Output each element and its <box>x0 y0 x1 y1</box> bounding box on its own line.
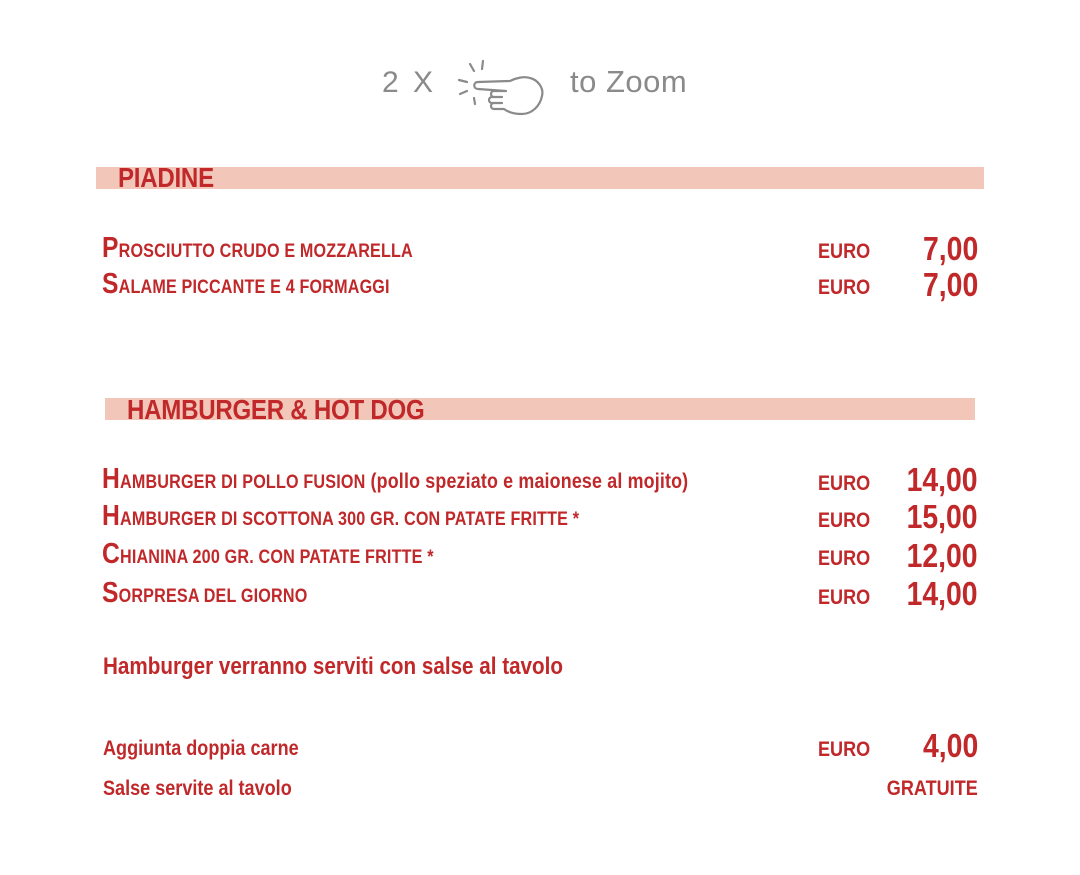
currency-label: EURO <box>818 547 871 570</box>
extra-item-price: 4,00 <box>922 727 978 764</box>
menu-item-name: PROSCIUTTO CRUDO E MOZZARELLA <box>102 232 413 264</box>
tap-hand-icon <box>456 58 548 118</box>
currency-label: EURO <box>818 586 871 609</box>
menu-item-price: 7,00 <box>922 266 978 303</box>
section-footnote: Hamburger verranno serviti con salse al tavolo <box>103 653 563 680</box>
currency-label: EURO <box>818 738 871 761</box>
extra-item-price: GRATUITE <box>887 777 978 800</box>
menu-item-price: 14,00 <box>906 575 978 612</box>
menu-item-price: 15,00 <box>906 498 978 535</box>
extra-item-name: Salse servite al tavolo <box>103 777 292 800</box>
currency-label: EURO <box>818 472 871 495</box>
currency-label: EURO <box>818 240 871 263</box>
zoom-hint-prefix: 2 X <box>382 66 437 99</box>
section-title: HAMBURGER & HOT DOG <box>127 394 425 425</box>
menu-item-name: SORPRESA DEL GIORNO <box>102 577 308 609</box>
extra-item-name: Aggiunta doppia carne <box>103 737 299 760</box>
section-header-band <box>96 167 984 189</box>
menu-item-price: 12,00 <box>906 537 978 574</box>
menu-item-price: 7,00 <box>922 230 978 267</box>
menu-item-name: CHIANINA 200 GR. CON PATATE FRITTE * <box>102 538 434 570</box>
zoom-hint-suffix: to Zoom <box>570 64 688 99</box>
menu-item-name: HAMBURGER DI POLLO FUSION (pollo speziato e maionese al mojito) <box>102 463 689 495</box>
currency-label: EURO <box>818 276 871 299</box>
menu-item-name: SALAME PICCANTE E 4 FORMAGGI <box>102 268 390 300</box>
menu-item-price: 14,00 <box>906 461 978 498</box>
currency-label: EURO <box>818 509 871 532</box>
menu-item-description: (pollo speziato e maionese al mojito) <box>365 470 689 493</box>
section-title: PIADINE <box>118 162 214 193</box>
menu-item-name: HAMBURGER DI SCOTTONA 300 GR. CON PATATE FRITTE * <box>102 500 580 532</box>
